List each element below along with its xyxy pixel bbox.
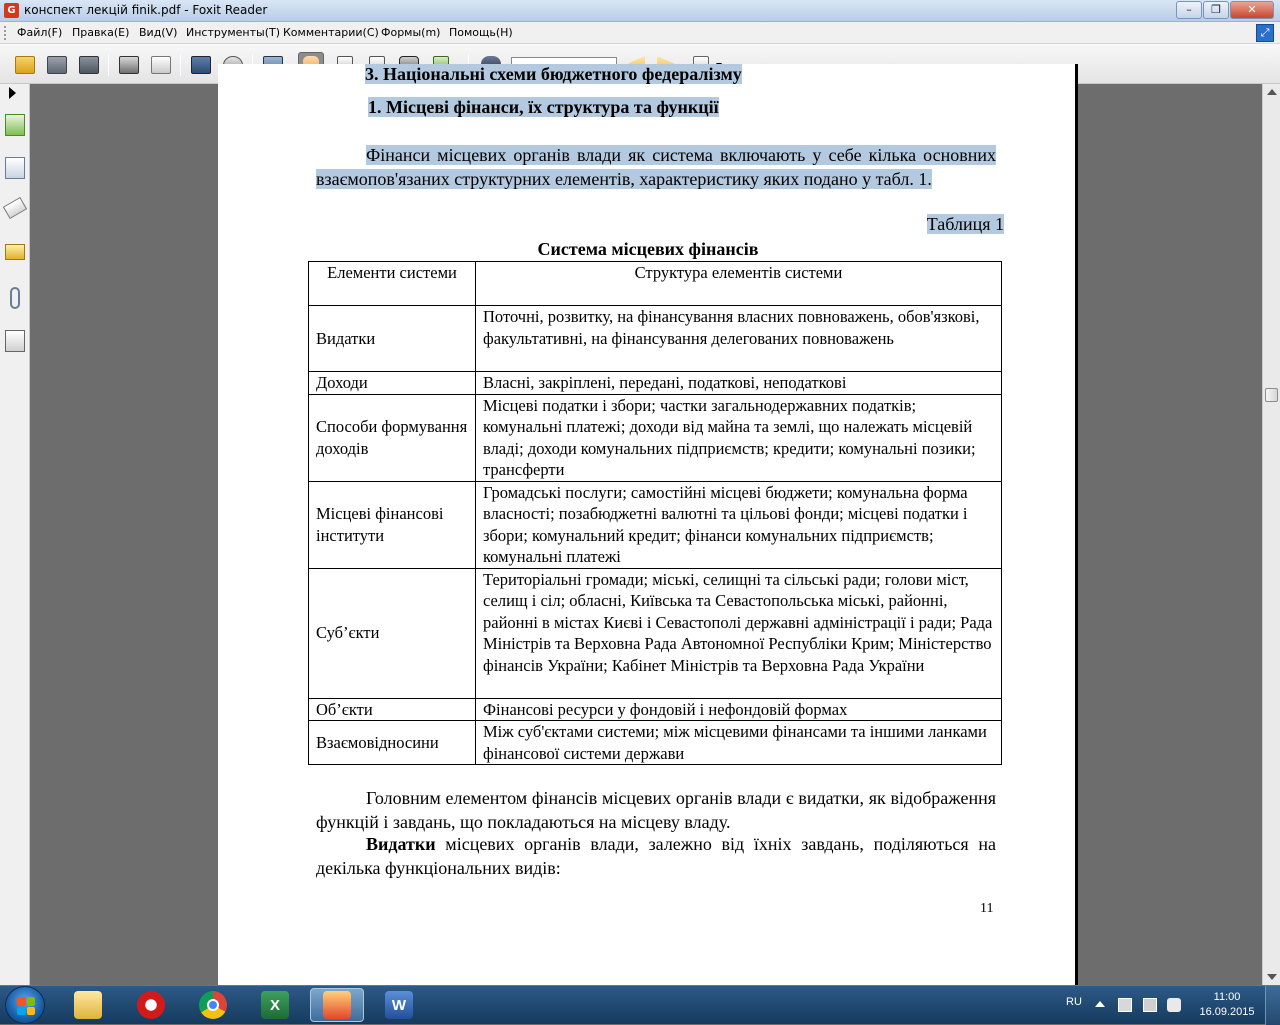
column-header-structure: Структура елементів системи xyxy=(476,262,1002,306)
vertical-scrollbar[interactable] xyxy=(1262,84,1280,985)
maximize-button[interactable]: ❐ xyxy=(1203,1,1229,19)
print-icon[interactable] xyxy=(116,52,142,78)
local-finance-table xyxy=(308,261,1002,765)
taskbar-word[interactable] xyxy=(372,988,426,1022)
scroll-thumb[interactable] xyxy=(1265,388,1278,402)
start-button[interactable] xyxy=(5,986,45,1024)
row-key: Взаємовідносини xyxy=(309,721,476,765)
table-number: Таблиця 1 xyxy=(926,214,1004,234)
table-row xyxy=(309,698,1002,721)
pages-thumbnails-icon[interactable] xyxy=(5,157,25,179)
bookmarks-icon[interactable] xyxy=(5,114,25,136)
table-row xyxy=(309,306,1002,372)
pdf-page xyxy=(218,64,1078,1004)
excel-icon: X xyxy=(261,991,289,1019)
table-header-row xyxy=(309,262,1002,306)
clock-date: 16.09.2015 xyxy=(1199,1006,1255,1018)
menu-forms[interactable]: Формы(m) xyxy=(381,26,441,39)
section-heading: 1. Місцеві фінанси, їх структура та функції xyxy=(368,97,719,117)
action-center-icon[interactable] xyxy=(1143,998,1157,1012)
paragraph-main-element: Головним елементом фінансів місцевих органів влади є видатки, як відображення функцій і завдань, що покладаються на місцеву владу. xyxy=(316,788,996,832)
minimize-button[interactable]: – xyxy=(1176,1,1202,19)
row-value: Місцеві податки і збори; частки загальнодержавних податків; комунальні платежі; доходи від майна та землі, що належать місцевій владі; доходи комунальних підприємств; кредити; комунальні позики; трансферти xyxy=(476,394,1002,481)
table-row xyxy=(309,481,1002,568)
row-key: Видатки xyxy=(309,306,476,372)
menu-comments[interactable]: Комментарии(C) xyxy=(283,26,379,39)
paragraph-expenditures xyxy=(316,832,996,880)
scroll-down-icon[interactable] xyxy=(1267,974,1277,980)
foxit-app-icon[interactable]: G xyxy=(4,3,19,18)
menu-help[interactable]: Помощь(H) xyxy=(449,26,513,39)
window-controls xyxy=(1175,1,1274,19)
chrome-icon xyxy=(199,991,227,1019)
foxit-icon xyxy=(323,991,351,1019)
row-key: Способи формування доходів xyxy=(309,394,476,481)
fullscreen-icon[interactable] xyxy=(188,52,214,78)
signatures-icon[interactable] xyxy=(5,330,25,352)
volume-icon[interactable] xyxy=(1167,998,1181,1012)
scroll-up-icon[interactable] xyxy=(1267,89,1277,95)
menu-bar xyxy=(0,22,1280,44)
navigation-panel xyxy=(0,84,30,985)
page-number: 11 xyxy=(980,901,994,916)
row-value: Між суб'єктами системи; між місцевими фінансами та іншими ланками фінансової системи держави xyxy=(476,721,1002,765)
row-value: Власні, закріплені, передані, податкові, неподаткові xyxy=(476,372,1002,395)
row-value: Поточні, розвитку, на фінансування власних повноважень, обов'язкові, факультативні, на фінансування делегованих повноважень xyxy=(476,306,1002,372)
window-title: конспект лекцій finik.pdf - Foxit Reader xyxy=(24,3,268,17)
comments-icon[interactable] xyxy=(5,244,25,260)
row-value: Фінансові ресурси у фондовій і нефондовій формах xyxy=(476,698,1002,721)
show-desktop-button[interactable] xyxy=(1265,986,1280,1025)
taskbar-opera[interactable] xyxy=(124,988,178,1022)
open-icon[interactable] xyxy=(12,52,38,78)
section-heading-partial: 3. Національні схеми бюджетного федералізму xyxy=(365,64,742,84)
table-row xyxy=(309,568,1002,698)
clock-time: 11:00 xyxy=(1213,991,1241,1003)
opera-icon xyxy=(137,991,165,1019)
title-bar xyxy=(0,0,1280,22)
paragraph-rest: місцевих органів влади, залежно від їхніх завдань, поділяються на декілька функціональних видів: xyxy=(316,834,996,878)
row-key: Доходи xyxy=(309,372,476,395)
windows-logo-icon xyxy=(17,997,35,1015)
document-view[interactable] xyxy=(31,64,1262,985)
table-row xyxy=(309,394,1002,481)
column-header-elements: Елементи системи xyxy=(309,262,476,306)
menu-tools[interactable]: Инструменты(T) xyxy=(186,26,281,39)
row-value: Територіальні громади; міські, селищні та сільські ради; голови міст, селищ і сіл; обласні, Київська та Севастопольська міські, районні, районні в містах Києві і Севастополі державні адміністрації і ради; Рада Міністрів та Верховна Рада Автономної Республіки Крим; Міністерство фінансів України; Кабінет Міністрів та Верховна Рада України xyxy=(476,568,1002,698)
table-row xyxy=(309,372,1002,395)
save-as-icon[interactable] xyxy=(76,52,102,78)
email-icon[interactable] xyxy=(148,52,174,78)
row-key: Суб’єкти xyxy=(309,568,476,698)
taskbar-explorer[interactable] xyxy=(61,988,115,1022)
taskbar-foxit-reader[interactable] xyxy=(310,988,364,1022)
word-icon: W xyxy=(385,991,413,1019)
panel-expand-icon[interactable] xyxy=(9,87,16,99)
row-key: Об’єкти xyxy=(309,698,476,721)
taskbar-excel[interactable] xyxy=(248,988,302,1022)
menu-view[interactable]: Вид(V) xyxy=(139,26,178,39)
table-title: Система місцевих фінансів xyxy=(537,239,759,259)
attachments-icon[interactable] xyxy=(10,287,20,309)
taskbar-chrome[interactable] xyxy=(186,988,240,1022)
row-key: Місцеві фінансові інститути xyxy=(309,481,476,568)
intro-paragraph: Фінанси місцевих органів влади як система включають у себе кілька основних взаємопов'язаних структурних елементів, характеристику яких подано у табл. 1. xyxy=(316,145,996,189)
taskbar xyxy=(0,985,1280,1024)
folder-icon xyxy=(74,991,102,1019)
row-value: Громадські послуги; самостійні місцеві бюджети; комунальна форма власності; позабюджетні валютні та цільові фонди; місцеві податки і збори; комунальний кредит; фінанси комунальних підприємств; комунальні платежі xyxy=(476,481,1002,568)
network-icon[interactable] xyxy=(1118,998,1132,1012)
close-button[interactable]: ✕ xyxy=(1230,1,1274,19)
system-clock[interactable] xyxy=(1196,990,1258,1020)
layers-icon[interactable] xyxy=(3,197,27,219)
menu-edit[interactable]: Правка(E) xyxy=(72,26,130,39)
bold-term: Видатки xyxy=(366,834,436,854)
show-hidden-icons-icon[interactable] xyxy=(1095,1001,1105,1007)
menubar-grip xyxy=(4,26,7,40)
save-icon[interactable] xyxy=(44,52,70,78)
expand-icon[interactable]: ⤢ xyxy=(1256,24,1274,42)
table-row xyxy=(309,721,1002,765)
menu-file[interactable]: Файл(F) xyxy=(17,26,63,39)
language-indicator[interactable]: RU xyxy=(1066,996,1082,1008)
